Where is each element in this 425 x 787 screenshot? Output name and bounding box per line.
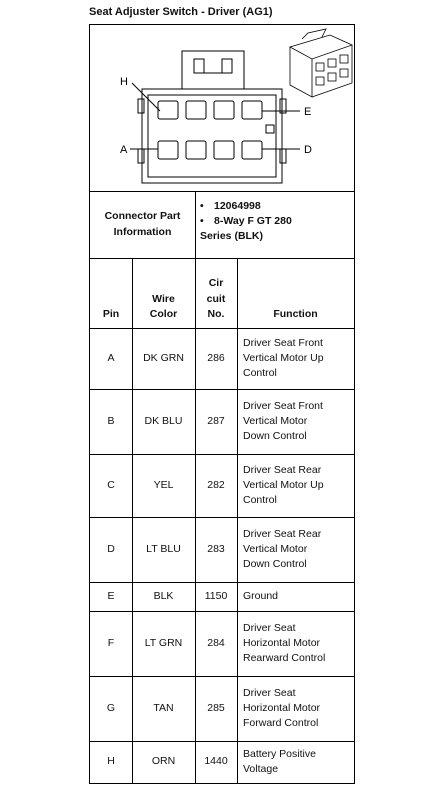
pin: E: [107, 589, 115, 602]
wire-color: LT GRN: [144, 636, 183, 649]
function: Driver Seat Rear Vertical Motor Up Control: [243, 463, 324, 507]
pinout-table: [89, 24, 355, 784]
function: Driver Seat Horizontal Motor Forward Control: [243, 686, 321, 730]
pin: G: [106, 701, 116, 714]
circuit-no: 284: [207, 636, 225, 649]
wire-color: ORN: [151, 755, 176, 768]
function: Ground: [243, 589, 279, 602]
circuit-no: 283: [207, 542, 225, 555]
circuit-no: 286: [207, 351, 225, 364]
connector-thumbnail: [290, 29, 352, 97]
wire-color: LT BLU: [146, 542, 181, 555]
header-wire-color: Wire Color: [149, 292, 178, 320]
circuit-no: 282: [207, 478, 225, 491]
connector-diagram: [90, 25, 354, 191]
header-pin: Pin: [102, 307, 120, 320]
label-d: D: [304, 144, 312, 156]
function: Battery Positive Voltage: [243, 747, 316, 775]
label-e: E: [304, 106, 312, 118]
pin: B: [107, 414, 115, 427]
connector-part-label: Connector Part Information: [104, 210, 181, 238]
pin: F: [107, 636, 115, 649]
circuit-no: 1150: [204, 589, 228, 602]
label-a: A: [120, 144, 128, 156]
part-type: 8-Way F GT 280: [214, 215, 292, 228]
part-series: Series (BLK): [200, 230, 264, 243]
wire-color: DK GRN: [143, 351, 184, 364]
wire-color: TAN: [153, 701, 174, 714]
header-circuit-no: Cir cuit No.: [206, 277, 226, 320]
pin: A: [107, 351, 115, 364]
pin: H: [107, 755, 115, 768]
function: Driver Seat Rear Vertical Motor Down Control: [243, 527, 322, 571]
pin: D: [107, 542, 115, 555]
circuit-no: 1440: [204, 755, 228, 768]
wire-color: DK BLU: [144, 414, 183, 427]
pin: C: [107, 478, 115, 491]
function: Driver Seat Horizontal Motor Rearward Control: [243, 621, 326, 665]
function: Driver Seat Front Vertical Motor Up Control: [243, 336, 324, 380]
function: Driver Seat Front Vertical Motor Down Control: [243, 399, 323, 443]
header-function: Function: [273, 307, 318, 320]
part-number: 12064998: [214, 200, 261, 212]
page-title: Seat Adjuster Switch - Driver (AG1): [89, 6, 273, 18]
circuit-no: 287: [207, 414, 225, 427]
wire-color: YEL: [153, 478, 174, 491]
wire-color: BLK: [153, 589, 174, 602]
connector-part-list: • 12064998 • 8-Way F GT 280 Series (BLK): [200, 200, 292, 243]
label-h: H: [120, 76, 128, 88]
circuit-no: 285: [207, 701, 225, 714]
